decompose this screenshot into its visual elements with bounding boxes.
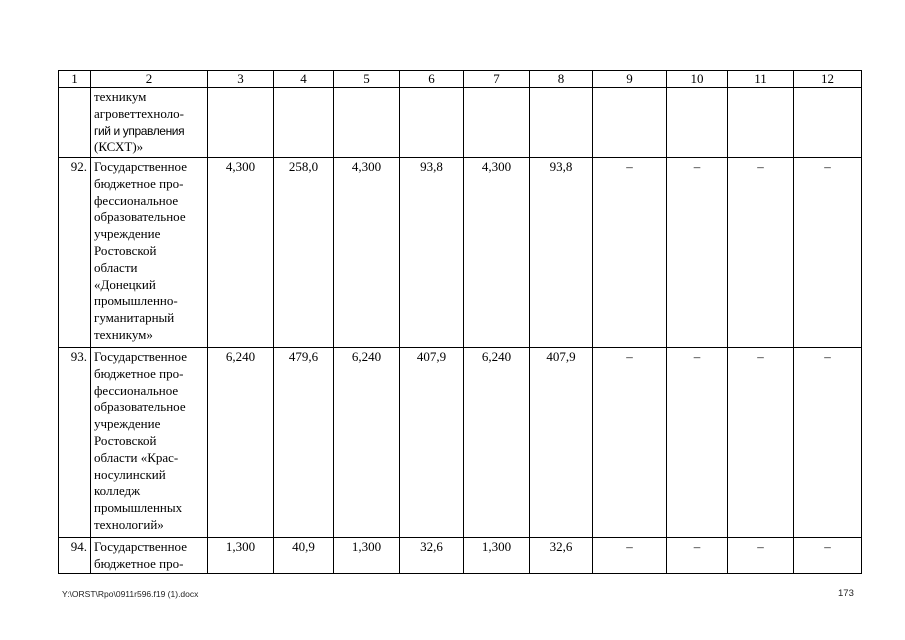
name-line: (КСХТ)» (94, 139, 144, 155)
institution-name (91, 88, 208, 158)
value-cell: 93,8 (530, 158, 593, 348)
name-line: Ростовской (94, 432, 157, 448)
dash-cell: – (593, 348, 667, 538)
column-header: 2 (91, 71, 208, 88)
name-line: носулинский (94, 466, 166, 482)
table-cell (530, 88, 593, 158)
table-cell (728, 88, 794, 158)
institution-name (91, 158, 208, 348)
column-header: 12 (794, 71, 862, 88)
name-line: фессиональное (94, 192, 179, 208)
table-cell (794, 88, 862, 158)
column-header: 9 (593, 71, 667, 88)
column-header: 4 (274, 71, 334, 88)
dash-cell: – (593, 538, 667, 574)
data-table (58, 70, 862, 574)
name-line: области «Крас- (94, 449, 179, 465)
institution-name (91, 348, 208, 538)
value-cell: 32,6 (400, 538, 464, 574)
dash-cell: – (593, 158, 667, 348)
table-row (59, 538, 862, 574)
name-line: бюджетное про- (94, 365, 184, 381)
dash-cell: – (728, 538, 794, 574)
name-line: Государственное (94, 159, 187, 174)
column-header: 1 (59, 71, 91, 88)
value-cell: 479,6 (274, 348, 334, 538)
dash-cell: – (794, 538, 862, 574)
value-cell: 1,300 (464, 538, 530, 574)
name-line: образовательное (94, 399, 186, 415)
name-line: технологий» (94, 516, 164, 532)
name-line: Государственное (94, 349, 187, 364)
column-header: 10 (667, 71, 728, 88)
row-number: 94. (59, 538, 91, 574)
dash-cell: – (728, 348, 794, 538)
name-line: промышленных (94, 500, 183, 516)
column-header: 7 (464, 71, 530, 88)
value-cell: 4,300 (208, 158, 274, 348)
value-cell: 4,300 (464, 158, 530, 348)
dash-cell: – (794, 158, 862, 348)
table-cell (274, 88, 334, 158)
table-cell (334, 88, 400, 158)
table-cell (208, 88, 274, 158)
table-row (59, 348, 862, 538)
footer-file-path: Y:\ORST\Rpo\0911r596.f19 (1).docx (62, 589, 199, 599)
dash-cell: – (667, 158, 728, 348)
name-line: фессиональное (94, 382, 179, 398)
name-line: Государственное (94, 539, 187, 554)
value-cell: 6,240 (208, 348, 274, 538)
value-cell: 4,300 (334, 158, 400, 348)
table-row (59, 158, 862, 348)
name-line: гуманитарный (94, 310, 175, 326)
name-line: бюджетное про- (94, 175, 184, 191)
institution-name (91, 538, 208, 574)
name-line: бюджетное про- (94, 555, 184, 571)
name-line: техникум (94, 89, 147, 104)
table-cell (667, 88, 728, 158)
value-cell: 32,6 (530, 538, 593, 574)
row-number (59, 88, 91, 158)
value-cell: 407,9 (530, 348, 593, 538)
row-number: 92. (59, 158, 91, 348)
name-line: Ростовской (94, 242, 157, 258)
table-header-row (59, 71, 862, 88)
name-line: техникум» (94, 326, 153, 342)
value-cell: 6,240 (464, 348, 530, 538)
name-line: учреждение (94, 416, 161, 432)
table-row-continuation (59, 88, 862, 158)
dash-cell: – (667, 348, 728, 538)
name-line: образовательное (94, 209, 186, 225)
table-cell (593, 88, 667, 158)
dash-cell: – (667, 538, 728, 574)
dash-cell: – (794, 348, 862, 538)
value-cell: 1,300 (334, 538, 400, 574)
table-cell (400, 88, 464, 158)
page-number: 173 (838, 588, 854, 599)
row-number: 93. (59, 348, 91, 538)
name-line: учреждение (94, 226, 161, 242)
column-header: 3 (208, 71, 274, 88)
column-header: 11 (728, 71, 794, 88)
value-cell: 6,240 (334, 348, 400, 538)
value-cell: 93,8 (400, 158, 464, 348)
name-line: «Донецкий (94, 276, 156, 292)
value-cell: 258,0 (274, 158, 334, 348)
name-line: промышленно- (94, 293, 178, 309)
value-cell: 407,9 (400, 348, 464, 538)
column-header: 6 (400, 71, 464, 88)
name-line: колледж (94, 483, 141, 499)
column-header: 5 (334, 71, 400, 88)
name-line: агроветтехноло- (94, 105, 184, 121)
column-header: 8 (530, 71, 593, 88)
dash-cell: – (728, 158, 794, 348)
name-line: гий и управления (94, 123, 185, 138)
value-cell: 40,9 (274, 538, 334, 574)
table-cell (464, 88, 530, 158)
value-cell: 1,300 (208, 538, 274, 574)
name-line: области (94, 259, 138, 275)
